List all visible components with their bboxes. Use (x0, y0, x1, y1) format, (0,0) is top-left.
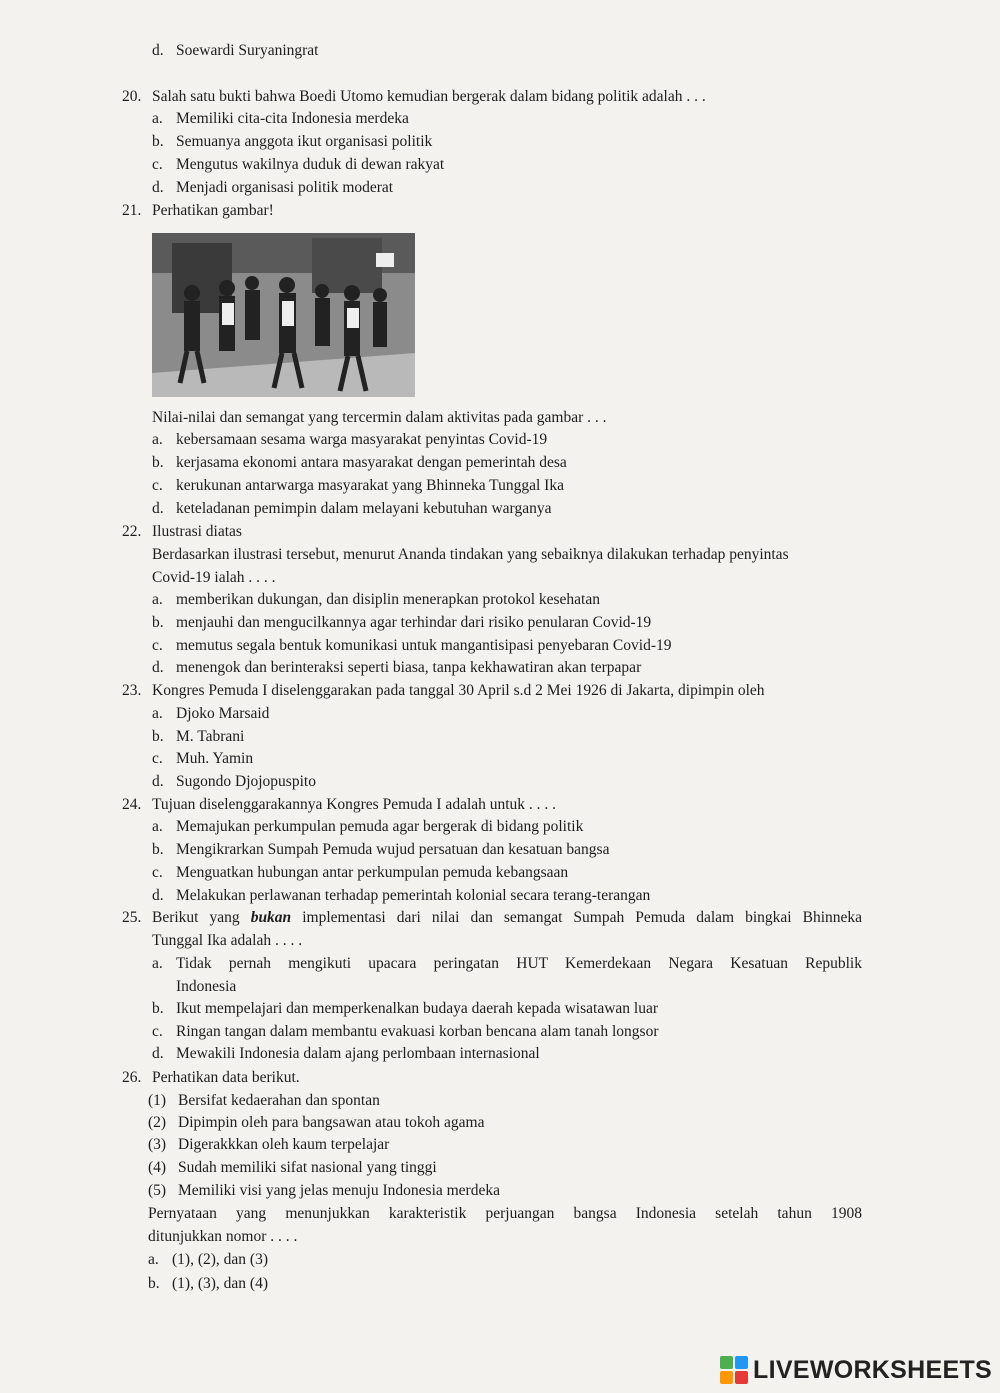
brand-name: LIVEWORKSHEETS (753, 1355, 992, 1384)
q24-option-d: d. Melakukan perlawanan terhadap pemerintah kolonial secara terang-terangan (152, 887, 651, 904)
q23-question: 23. Kongres Pemuda I diselenggarakan pada tanggal 30 April s.d 2 Mei 1926 di Jakarta, dipimpin oleh (122, 682, 765, 699)
q22-option-b: b. menjauhi dan mengucilkannya agar terhindar dari risiko penularan Covid-19 (152, 614, 652, 631)
q21-option-d: d. keteladanan pemimpin dalam melayani kebutuhan warganya (152, 500, 552, 517)
q23-option-c: c. Muh. Yamin (152, 750, 254, 767)
q25-option-c: c. Ringan tangan dalam membantu evakuasi korban bencana alam tanah longsor (152, 1023, 659, 1040)
q26-item-3: (3) Digerakkkan oleh kaum terpelajar (148, 1136, 390, 1153)
q25-option-a: a. Tidak pernah mengikuti upacara peringatan HUT Kemerdekaan Negara Kesatuan Republik (152, 955, 862, 972)
q23-option-b: b. M. Tabrani (152, 728, 245, 745)
q25-question: 25. Berikut yang bukan implementasi dari nilai dan semangat Sumpah Pemuda dalam bingkai Bhinneka (122, 909, 863, 926)
q20-question: 20. Salah satu bukti bahwa Boedi Utomo kemudian bergerak dalam bidang politik adalah . . . (122, 88, 706, 105)
liveworksheets-brand (719, 1353, 992, 1387)
q24-option-c: c. Menguatkan hubungan antar perkumpulan pemuda kebangsaan (152, 864, 569, 881)
q20-option-a: a. Memiliki cita-cita Indonesia merdeka (152, 110, 409, 127)
q25-question-line2: Tunggal Ika adalah . . . . (152, 932, 303, 949)
q24-option-a: a. Memajukan perkumpulan pemuda agar bergerak di bidang politik (152, 818, 584, 835)
q23-option-d: d. Sugondo Djojopuspito (152, 773, 316, 790)
q26-option-a: a. (1), (2), dan (3) (148, 1251, 268, 1268)
community-photo (152, 233, 415, 397)
q24-question: 24. Tujuan diselenggarakannya Kongres Pemuda I adalah untuk . . . . (122, 796, 557, 813)
q22-prompt-line2: Covid-19 ialah . . . . (152, 569, 276, 586)
q26-item-2: (2) Dipimpin oleh para bangsawan atau tokoh agama (148, 1114, 485, 1131)
q25-option-d: d. Mewakili Indonesia dalam ajang perlombaan internasional (152, 1045, 540, 1062)
q26-question: 26. Perhatikan data berikut. (122, 1069, 300, 1086)
liveworksheets-logo-icon (719, 1355, 749, 1385)
q20-option-d: d. Menjadi organisasi politik moderat (152, 179, 394, 196)
q22-option-c: c. memutus segala bentuk komunikasi untuk mangantisipasi penyebaran Covid-19 (152, 637, 672, 654)
q26-prompt-line2: ditunjukkan nomor . . . . (148, 1228, 298, 1245)
q21-option-c: c. kerukunan antarwarga masyarakat yang Bhinneka Tunggal Ika (152, 477, 564, 494)
q20-option-c: c. Mengutus wakilnya duduk di dewan rakyat (152, 156, 445, 173)
q26-prompt-line1: Pernyataan yang menunjukkan karakteristik perjuangan bangsa Indonesia setelah tahun 1908 (148, 1205, 862, 1222)
q21-prompt: Nilai-nilai dan semangat yang tercermin dalam aktivitas pada gambar . . . (152, 409, 607, 426)
q23-option-a: a. Djoko Marsaid (152, 705, 270, 722)
q26-item-1: (1) Bersifat kedaerahan dan spontan (148, 1092, 380, 1109)
q25-option-b: b. Ikut mempelajari dan memperkenalkan budaya daerah kepada wisatawan luar (152, 1000, 659, 1017)
q22-option-a: a. memberikan dukungan, dan disiplin menerapkan protokol kesehatan (152, 591, 600, 608)
q20-option-b: b. Semuanya anggota ikut organisasi politik (152, 133, 433, 150)
people-walking-illustration (152, 233, 415, 397)
q19-option-d: d. Soewardi Suryaningrat (152, 42, 319, 59)
q26-option-b: b. (1), (3), dan (4) (148, 1275, 268, 1292)
q25-option-a-line2: Indonesia (176, 978, 237, 995)
q21-option-b: b. kerjasama ekonomi antara masyarakat dengan pemerintah desa (152, 454, 567, 471)
q26-item-5: (5) Memiliki visi yang jelas menuju Indonesia merdeka (148, 1182, 500, 1199)
q21-option-a: a. kebersamaan sesama warga masyarakat penyintas Covid-19 (152, 431, 548, 448)
q22-prompt-line1: Berdasarkan ilustrasi tersebut, menurut Ananda tindakan yang sebaiknya dilakukan terhadap penyintas (152, 546, 789, 563)
q22-question: 22. Ilustrasi diatas (122, 523, 242, 540)
q22-option-d: d. menengok dan berinteraksi seperti biasa, tanpa kekhawatiran akan terpapar (152, 659, 642, 676)
q21-question: 21. Perhatikan gambar! (122, 202, 274, 219)
q24-option-b: b. Mengikrarkan Sumpah Pemuda wujud persatuan dan kesatuan bangsa (152, 841, 610, 858)
q26-item-4: (4) Sudah memiliki sifat nasional yang tinggi (148, 1159, 437, 1176)
